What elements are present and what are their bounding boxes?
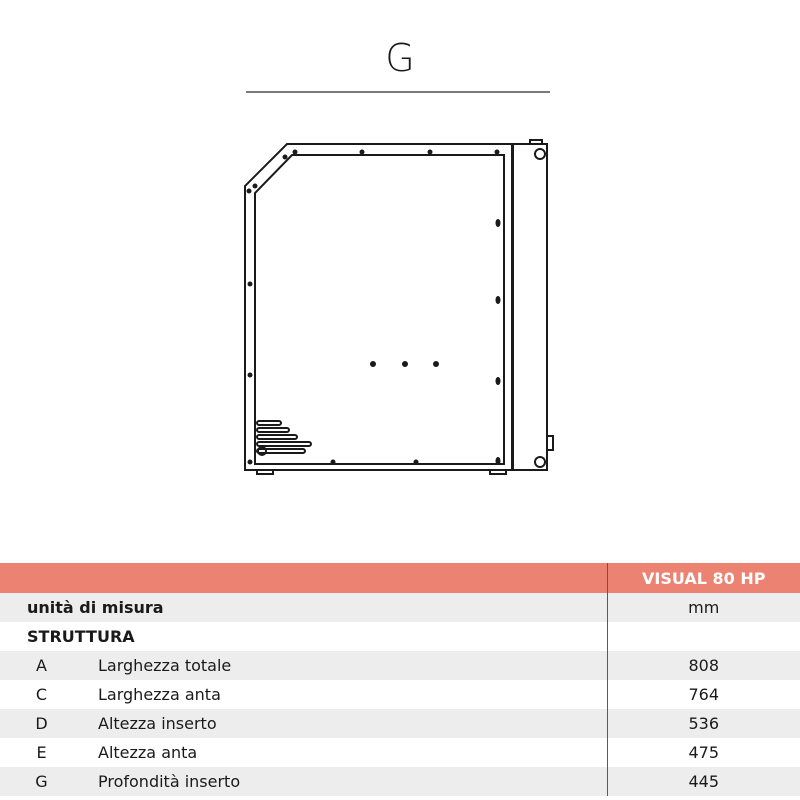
section-label: STRUTTURA: [27, 627, 135, 646]
screw: [433, 361, 439, 367]
table-row: [0, 738, 800, 767]
vent-slot: [257, 421, 281, 425]
corner-circle: [535, 457, 545, 467]
corner-circle: [535, 149, 545, 159]
vent-slot: [257, 428, 289, 432]
dimension-label: Profondità inserto: [83, 767, 607, 796]
vent-slot: [257, 442, 311, 446]
table-row: [0, 709, 800, 738]
screw-slot: [496, 296, 501, 304]
foot-left: [257, 470, 273, 474]
screw: [331, 460, 336, 465]
dimension-value: 536: [607, 709, 800, 738]
dimension-value: 764: [607, 680, 800, 709]
vent-slot: [257, 435, 297, 439]
screw: [283, 155, 288, 160]
screw: [428, 150, 433, 155]
screw: [360, 150, 365, 155]
view-title: G: [385, 36, 415, 80]
title-divider: [246, 91, 550, 93]
dimension-code: D: [0, 709, 83, 738]
section-row: [0, 622, 800, 651]
side-latch: [547, 436, 553, 450]
dimension-code: A: [0, 651, 83, 680]
screw-slot: [496, 219, 501, 227]
body-inner-frame: [255, 155, 504, 464]
dimension-label: Larghezza anta: [98, 685, 221, 704]
body-outline: [245, 144, 512, 470]
table-row: [0, 767, 800, 796]
table-header-row: [0, 563, 800, 593]
product-name: VISUAL 80 HP: [607, 563, 800, 593]
dimension-value: 445: [607, 767, 800, 796]
screw: [247, 189, 252, 194]
dimension-code: C: [35, 685, 48, 704]
screw: [248, 282, 253, 287]
foot-right: [490, 470, 506, 474]
screw: [402, 361, 408, 367]
table-row: [0, 680, 800, 709]
unit-value: mm: [607, 593, 800, 622]
screw-slot: [496, 457, 501, 465]
dimension-code: G: [0, 767, 83, 796]
vent-slot: [257, 449, 305, 453]
dimension-value: 475: [607, 738, 800, 767]
dimension-code: E: [36, 743, 47, 762]
front-panel: [513, 144, 547, 470]
dimension-label: Larghezza totale: [83, 651, 607, 680]
screw: [248, 373, 253, 378]
screw: [248, 460, 253, 465]
dimension-value: 808: [607, 651, 800, 680]
screw: [253, 184, 258, 189]
unit-row: [0, 593, 800, 622]
screw: [293, 150, 298, 155]
unit-label: unità di misura: [0, 593, 607, 622]
screw-slot: [496, 377, 501, 385]
screw: [370, 361, 376, 367]
insert-side-view-drawing: [236, 136, 566, 486]
screw: [414, 460, 419, 465]
dimension-label: Altezza anta: [98, 743, 198, 762]
specification-table: [0, 563, 800, 796]
dimension-label: Altezza inserto: [83, 709, 607, 738]
screw: [495, 150, 500, 155]
table-row: [0, 651, 800, 680]
